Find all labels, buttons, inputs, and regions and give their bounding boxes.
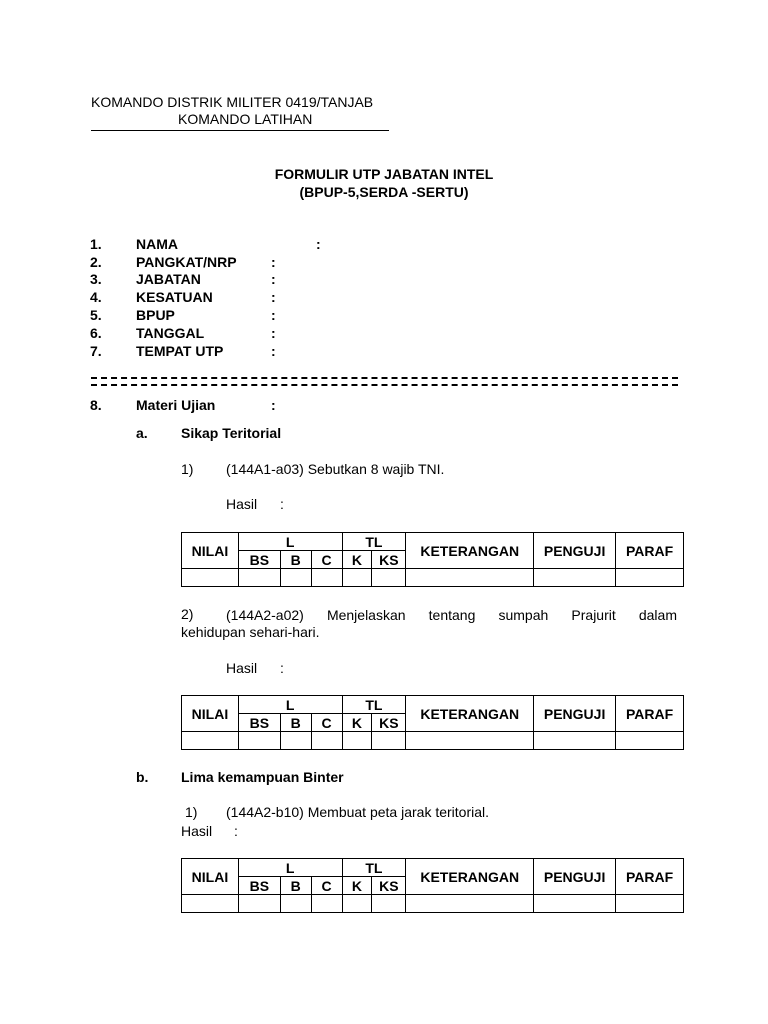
- section-b-letter: b.: [136, 769, 149, 785]
- field-num: 3.: [90, 271, 102, 287]
- hasil-colon: :: [234, 823, 238, 839]
- dashed-separator: [91, 384, 678, 386]
- cell-c[interactable]: [311, 732, 342, 750]
- cell-nilai[interactable]: [182, 895, 239, 913]
- cell-c[interactable]: [311, 895, 342, 913]
- header-c: C: [311, 714, 342, 732]
- header-penguji: PENGUJI: [534, 859, 616, 895]
- section-b-title: Lima kemampuan Binter: [181, 769, 344, 785]
- sub-unit-name: KOMANDO LATIHAN: [178, 111, 313, 127]
- header-underline: [91, 130, 389, 131]
- table-row: [182, 569, 684, 587]
- field-num: 4.: [90, 289, 102, 305]
- header-keterangan: KETERANGAN: [406, 696, 534, 732]
- dashed-separator: [91, 377, 678, 379]
- cell-nilai[interactable]: [182, 732, 239, 750]
- header-nilai: NILAI: [182, 859, 239, 895]
- item-text: (144A1-a03) Sebutkan 8 wajib TNI.: [226, 461, 445, 477]
- header-penguji: PENGUJI: [534, 533, 616, 569]
- cell-penguji[interactable]: [534, 732, 616, 750]
- form-title: FORMULIR UTP JABATAN INTEL: [274, 166, 494, 182]
- item-text: (144A2-b10) Membuat peta jarak teritorial.: [226, 804, 490, 820]
- field-num: 7.: [90, 343, 102, 359]
- field-label-jabatan: JABATAN: [136, 271, 201, 287]
- cell-nilai[interactable]: [182, 569, 239, 587]
- cell-k[interactable]: [342, 895, 372, 913]
- header-keterangan: KETERANGAN: [406, 533, 534, 569]
- cell-penguji[interactable]: [534, 569, 616, 587]
- field-colon: :: [271, 254, 276, 270]
- hasil-label: Hasil: [181, 823, 213, 839]
- header-k: K: [342, 714, 372, 732]
- header-nilai: NILAI: [182, 696, 239, 732]
- field-colon: :: [271, 307, 276, 323]
- cell-b[interactable]: [280, 732, 311, 750]
- field-num: 6.: [90, 325, 102, 341]
- header-c: C: [311, 877, 342, 895]
- field-label-pangkat: PANGKAT/NRP: [136, 254, 237, 270]
- header-bs: BS: [238, 551, 280, 569]
- header-k: K: [342, 877, 372, 895]
- hasil-label: Hasil: [226, 660, 258, 676]
- cell-paraf[interactable]: [616, 732, 684, 750]
- cell-paraf[interactable]: [616, 569, 684, 587]
- field-label-tempat: TEMPAT UTP: [136, 343, 224, 359]
- table-row: [182, 895, 684, 913]
- field-colon: :: [271, 343, 276, 359]
- field-label-tanggal: TANGGAL: [136, 325, 205, 341]
- header-tl: TL: [342, 696, 406, 714]
- header-bs: BS: [238, 877, 280, 895]
- cell-bs[interactable]: [238, 732, 280, 750]
- field-label-kesatuan: KESATUAN: [136, 289, 213, 305]
- materi-label: Materi Ujian: [136, 397, 216, 413]
- cell-paraf[interactable]: [616, 895, 684, 913]
- cell-ks[interactable]: [372, 569, 406, 587]
- cell-keterangan[interactable]: [406, 732, 534, 750]
- form-subtitle: (BPUP-5,SERDA -SERTU): [299, 184, 469, 200]
- header-tl: TL: [342, 533, 406, 551]
- table-row: [182, 732, 684, 750]
- header-l: L: [238, 696, 342, 714]
- header-bs: BS: [238, 714, 280, 732]
- cell-ks[interactable]: [372, 732, 406, 750]
- section-a-title: Sikap Teritorial: [181, 425, 282, 441]
- header-c: C: [311, 551, 342, 569]
- field-colon: :: [316, 236, 321, 252]
- score-table: [181, 695, 684, 750]
- score-table: [181, 858, 684, 913]
- field-colon: :: [271, 271, 276, 287]
- cell-b[interactable]: [280, 569, 311, 587]
- cell-bs[interactable]: [238, 895, 280, 913]
- unit-name: KOMANDO DISTRIK MILITER 0419/TANJAB: [91, 94, 374, 110]
- cell-k[interactable]: [342, 732, 372, 750]
- item-num: 1): [181, 461, 194, 477]
- cell-keterangan[interactable]: [406, 569, 534, 587]
- cell-b[interactable]: [280, 895, 311, 913]
- materi-colon: :: [271, 397, 276, 413]
- field-num: 5.: [90, 307, 102, 323]
- header-paraf: PARAF: [616, 859, 684, 895]
- header-b: B: [280, 714, 311, 732]
- section-a-letter: a.: [136, 425, 148, 441]
- cell-ks[interactable]: [372, 895, 406, 913]
- field-colon: :: [271, 289, 276, 305]
- field-label-bpup: BPUP: [136, 307, 175, 323]
- item-text-continuation: kehidupan sehari-hari.: [181, 624, 320, 640]
- materi-num: 8.: [90, 397, 102, 413]
- header-ks: KS: [372, 714, 406, 732]
- field-colon: :: [271, 325, 276, 341]
- hasil-colon: :: [280, 496, 284, 512]
- header-k: K: [342, 551, 372, 569]
- cell-k[interactable]: [342, 569, 372, 587]
- header-tl: TL: [342, 859, 406, 877]
- field-num: 2.: [90, 254, 102, 270]
- cell-bs[interactable]: [238, 569, 280, 587]
- header-l: L: [238, 533, 342, 551]
- item-num: 2): [181, 606, 194, 622]
- header-nilai: NILAI: [182, 533, 239, 569]
- header-keterangan: KETERANGAN: [406, 859, 534, 895]
- score-table: [181, 532, 684, 587]
- cell-c[interactable]: [311, 569, 342, 587]
- item-num: 1): [185, 804, 198, 820]
- header-ks: KS: [372, 877, 406, 895]
- cell-penguji[interactable]: [534, 895, 616, 913]
- cell-keterangan[interactable]: [406, 895, 534, 913]
- header-penguji: PENGUJI: [534, 696, 616, 732]
- hasil-colon: :: [280, 660, 284, 676]
- header-ks: KS: [372, 551, 406, 569]
- header-l: L: [238, 859, 342, 877]
- header-paraf: PARAF: [616, 533, 684, 569]
- hasil-label: Hasil: [226, 496, 258, 512]
- item-text: (144A2-a02) Menjelaskan tentang sumpah Prajurit dalam: [226, 607, 677, 623]
- header-b: B: [280, 877, 311, 895]
- field-num: 1.: [90, 236, 102, 252]
- header-b: B: [280, 551, 311, 569]
- field-label-nama: NAMA: [136, 236, 178, 252]
- header-paraf: PARAF: [616, 696, 684, 732]
